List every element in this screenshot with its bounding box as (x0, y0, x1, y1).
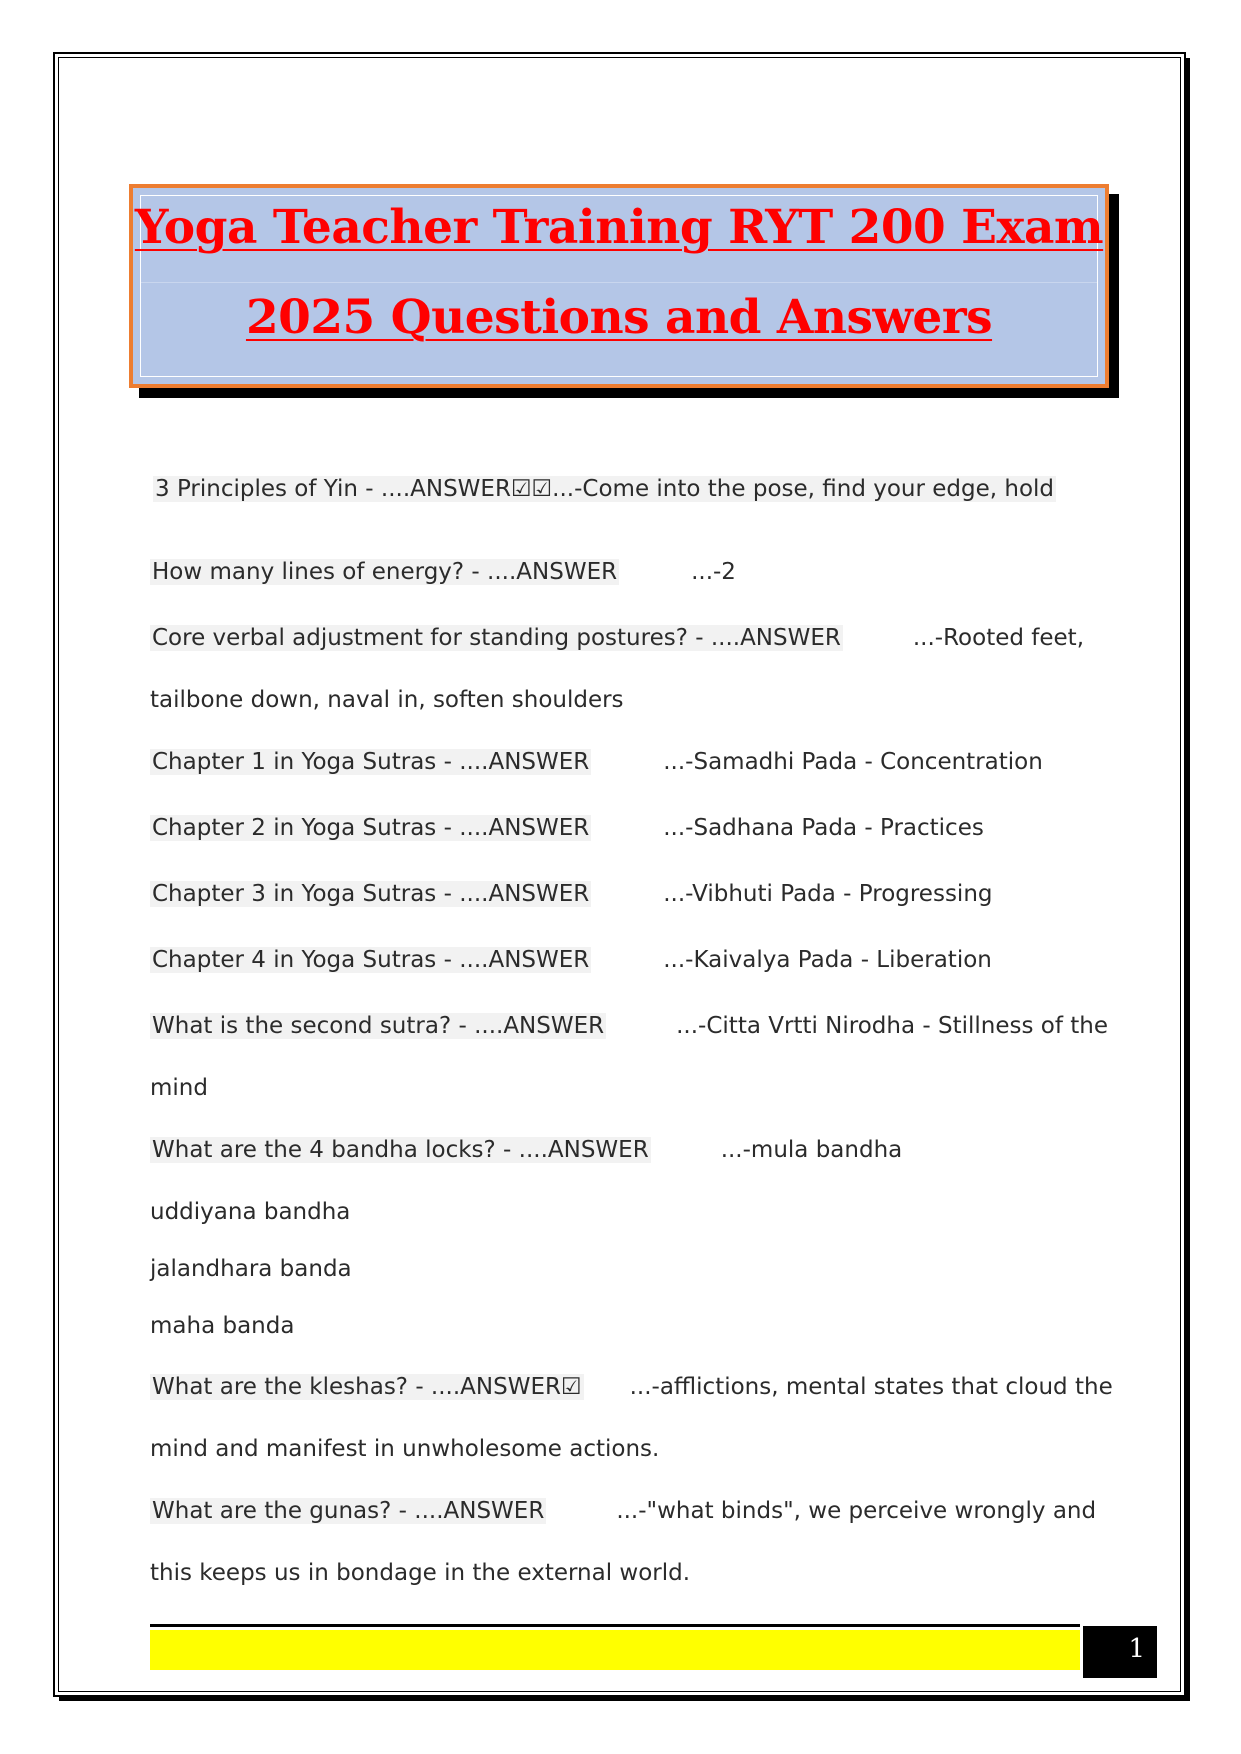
qa-question: What are the kleshas? - ....ANSWER☑ ...-afflictions, mental states that cloud the (152, 1374, 1113, 1400)
qa-question: What are the 4 bandha locks? - ....ANSWER ...-mula bandha (152, 1137, 903, 1163)
page-number: 1 (1128, 1634, 1145, 1664)
qa-question: Chapter 1 in Yoga Sutras - ....ANSWER ...-Samadhi Pada - Concentration (152, 749, 1043, 775)
footer-rule (150, 1624, 1080, 1627)
qa-question: Core verbal adjustment for standing postures? - ....ANSWER ...-Rooted feet, (152, 625, 1085, 651)
qa-question: How many lines of energy? - ....ANSWER ...-2 (152, 559, 736, 585)
qa-answer-continued: mind (150, 1075, 208, 1101)
title-box (129, 184, 1109, 388)
qa-question: What are the gunas? - ....ANSWER ...-"what binds", we perceive wrongly and (152, 1498, 1097, 1524)
title-divider (141, 282, 1097, 283)
qa-answer-continued: jalandhara banda (150, 1256, 352, 1282)
page-title-line-1: Yoga Teacher Training RYT 200 Exam (134, 200, 1104, 255)
qa-answer-continued: this keeps us in bondage in the external world. (150, 1560, 691, 1586)
page-border-shadow (1186, 58, 1190, 1701)
page-title-line-2: 2025 Questions and Answers (245, 290, 993, 345)
page-border-shadow (59, 1697, 1190, 1701)
qa-answer-continued: uddiyana bandha (150, 1199, 351, 1225)
qa-question: Chapter 4 in Yoga Sutras - ....ANSWER ...-Kaivalya Pada - Liberation (152, 947, 992, 973)
qa-question: 3 Principles of Yin - ....ANSWER☑☑...-Come into the pose, find your edge, hold (155, 476, 1055, 502)
qa-question: Chapter 3 in Yoga Sutras - ....ANSWER ...-Vibhuti Pada - Progressing (152, 881, 993, 907)
qa-answer-continued: mind and manifest in unwholesome actions. (150, 1436, 660, 1462)
qa-answer-continued: maha banda (150, 1313, 295, 1339)
qa-question: Chapter 2 in Yoga Sutras - ....ANSWER ...-Sadhana Pada - Practices (152, 815, 984, 841)
footer-bar (150, 1630, 1080, 1670)
qa-answer-continued: tailbone down, naval in, soften shoulders (150, 687, 624, 713)
qa-question: What is the second sutra? - ....ANSWER ...-Citta Vrtti Nirodha - Stillness of the (152, 1013, 1109, 1039)
page-number-box (1083, 1626, 1157, 1678)
